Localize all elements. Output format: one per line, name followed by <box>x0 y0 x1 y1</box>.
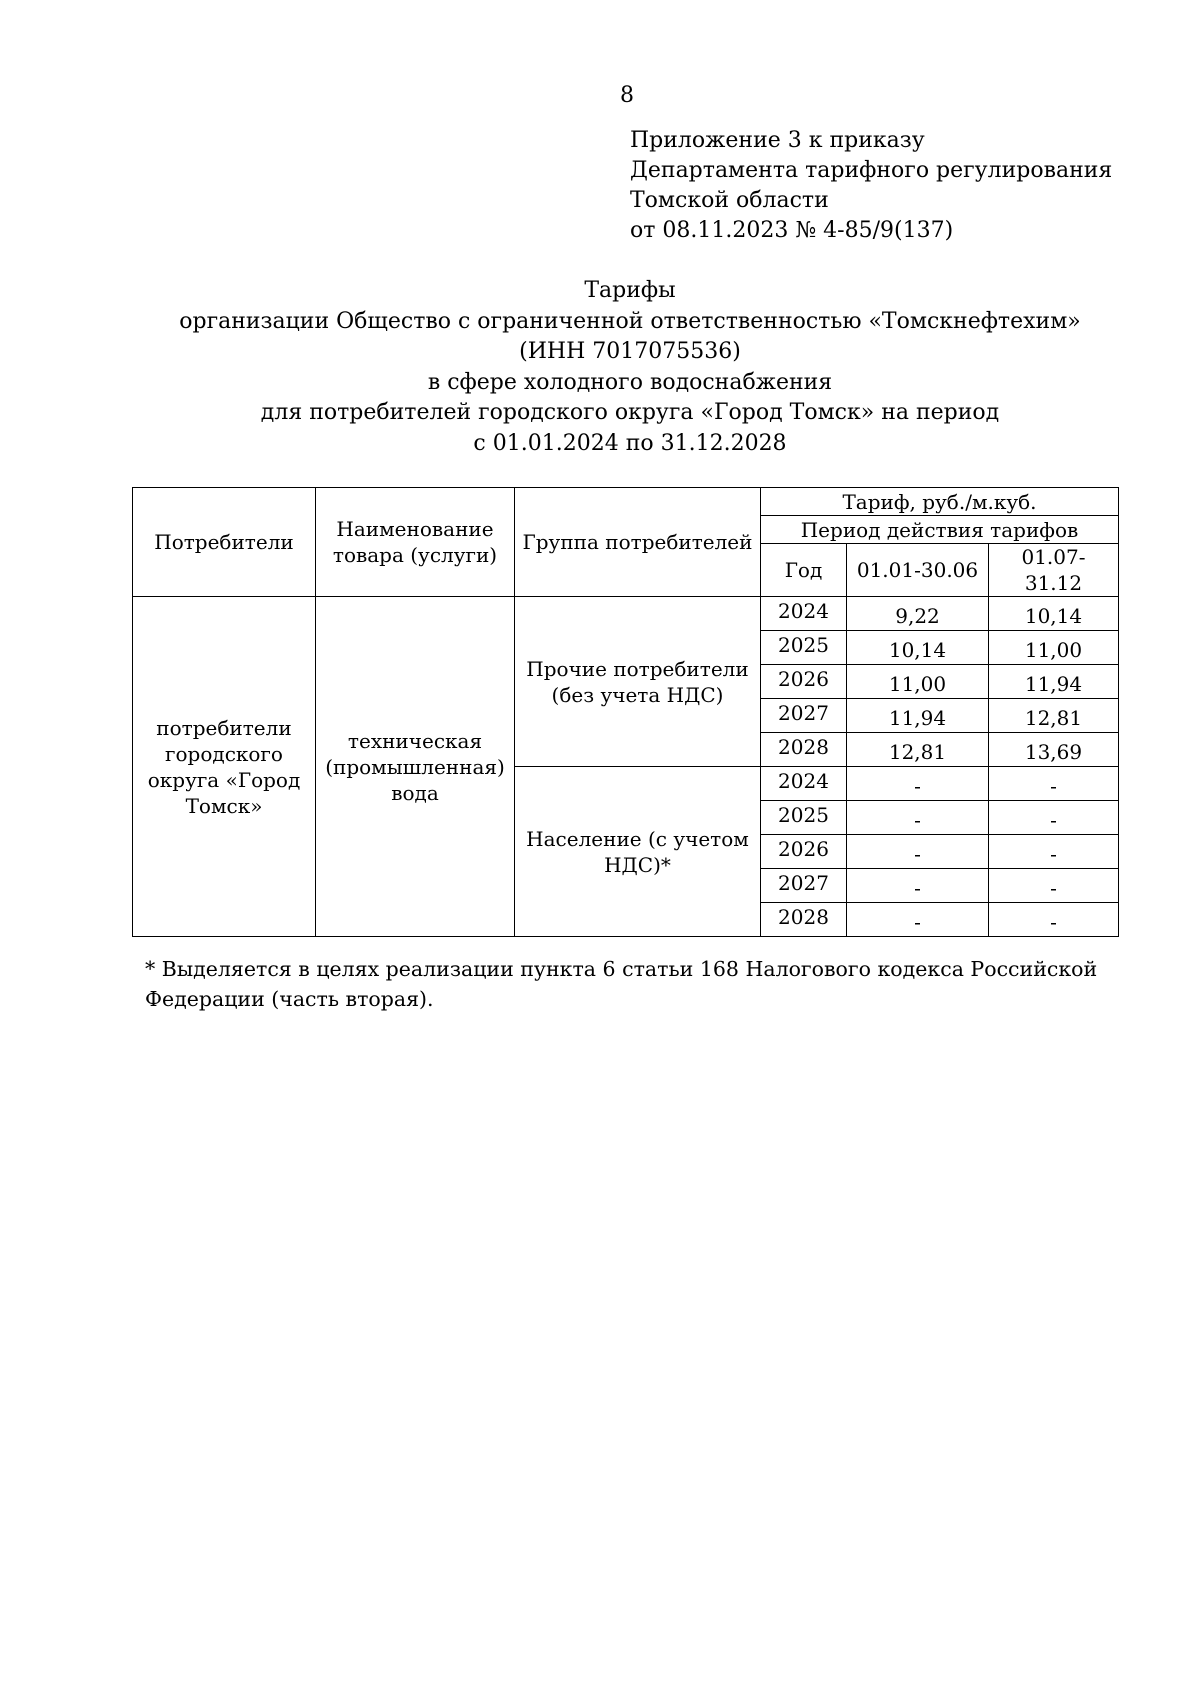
year-cell: 2027 <box>761 699 847 733</box>
tariff-first-half-cell: - <box>847 767 989 801</box>
table-header-row <box>133 488 1119 516</box>
year-cell: 2026 <box>761 835 847 869</box>
tariff-first-half-cell: - <box>847 869 989 903</box>
title-line: Тарифы <box>584 278 676 303</box>
header-year: Год <box>761 544 847 597</box>
title-line: для потребителей городского округа «Город Томск» на период <box>260 400 1000 425</box>
tariff-first-half-cell: 11,00 <box>847 665 989 699</box>
footnote: * Выделяется в целях реализации пункта 6 статьи 168 Налогового кодекса Российской Федерации (часть вторая). <box>145 957 1098 1011</box>
tariff-first-half-cell: 12,81 <box>847 733 989 767</box>
tariff-first-half-cell: 11,94 <box>847 699 989 733</box>
tariff-second-half-cell: 12,81 <box>989 699 1119 733</box>
tariff-first-half-cell: - <box>847 903 989 937</box>
year-cell: 2026 <box>761 665 847 699</box>
consumer-group-cell: Население (с учетом НДС)* <box>515 767 761 937</box>
header-goods: Наименование товара (услуги) <box>316 488 515 597</box>
header-period: Период действия тарифов <box>761 516 1119 544</box>
tariff-first-half-cell: 10,14 <box>847 631 989 665</box>
year-cell: 2025 <box>761 801 847 835</box>
document-title <box>120 276 1140 459</box>
tariff-second-half-cell: - <box>989 767 1119 801</box>
tariff-second-half-cell: - <box>989 869 1119 903</box>
appendix-line: от 08.11.2023 № 4-85/9(137) <box>630 218 954 243</box>
header-second-half: 01.07-31.12 <box>989 544 1119 597</box>
appendix-line: Приложение 3 к приказу <box>630 128 925 153</box>
tariff-first-half-cell: - <box>847 801 989 835</box>
tariff-second-half-cell: - <box>989 801 1119 835</box>
header-consumers: Потребители <box>133 488 316 597</box>
year-cell: 2025 <box>761 631 847 665</box>
page-number: 8 <box>620 83 634 108</box>
title-line: (ИНН 7017075536) <box>519 339 741 364</box>
tariff-second-half-cell: 11,00 <box>989 631 1119 665</box>
consumers-cell: потребители городского округа «Город Томск» <box>133 597 316 937</box>
goods-cell: техническая (промышленная) вода <box>316 597 515 937</box>
title-line: с 01.01.2024 по 31.12.2028 <box>473 430 787 456</box>
tariff-second-half-cell: 13,69 <box>989 733 1119 767</box>
appendix-line: Департамента тарифного регулирования <box>630 158 1113 183</box>
title-line: в сфере холодного водоснабжения <box>427 369 833 395</box>
header-tariff: Тариф, руб./м.куб. <box>761 488 1119 516</box>
header-group: Группа потребителей <box>515 488 761 597</box>
title-line: организации Общество с ограниченной ответственностью «Томскнефтехим» <box>179 308 1081 334</box>
tariff-table <box>132 487 1119 937</box>
year-cell: 2024 <box>761 597 847 631</box>
year-cell: 2027 <box>761 869 847 903</box>
appendix-reference <box>630 126 1150 246</box>
tariff-second-half-cell: 11,94 <box>989 665 1119 699</box>
tariff-second-half-cell: - <box>989 903 1119 937</box>
year-cell: 2024 <box>761 767 847 801</box>
tariff-second-half-cell: 10,14 <box>989 597 1119 631</box>
year-cell: 2028 <box>761 733 847 767</box>
tariff-first-half-cell: - <box>847 835 989 869</box>
header-first-half: 01.01-30.06 <box>847 544 989 597</box>
appendix-line: Томской области <box>630 188 829 213</box>
table-row <box>133 597 1119 631</box>
year-cell: 2028 <box>761 903 847 937</box>
tariff-first-half-cell: 9,22 <box>847 597 989 631</box>
consumer-group-cell: Прочие потребители (без учета НДС) <box>515 597 761 767</box>
tariff-second-half-cell: - <box>989 835 1119 869</box>
